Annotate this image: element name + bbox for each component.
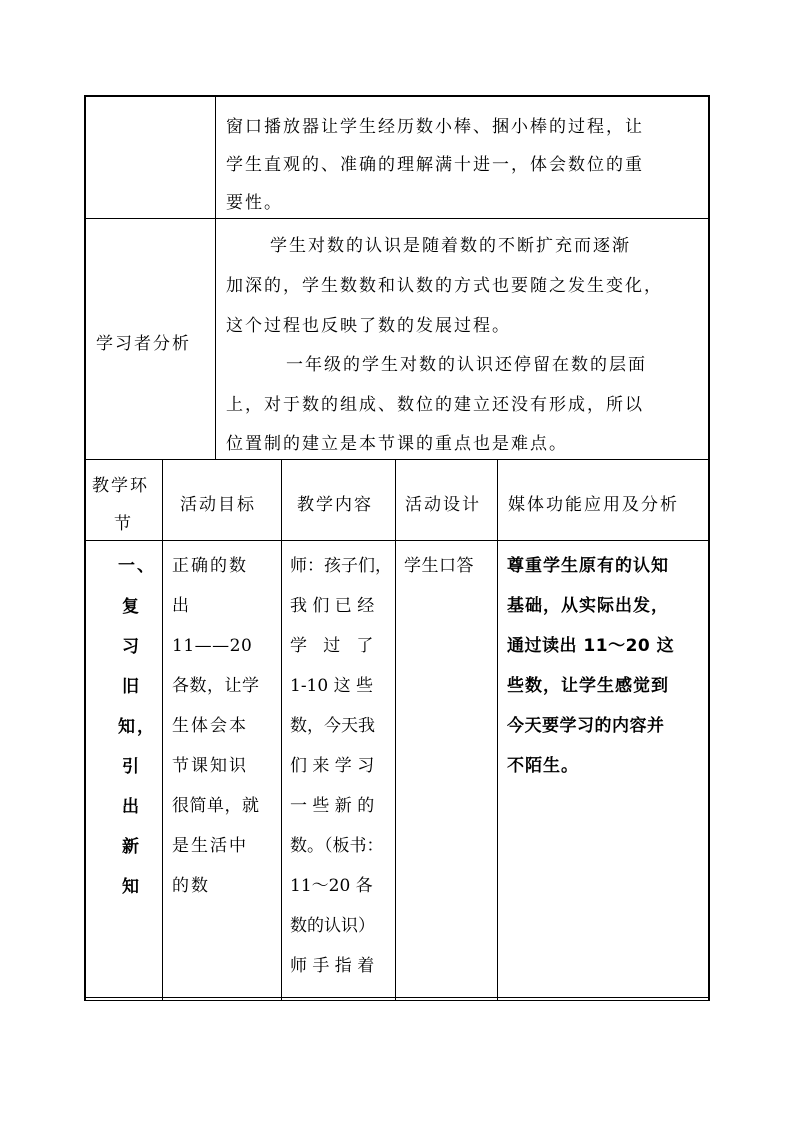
content-line: 一 些 新 的 [290, 796, 375, 816]
media-line: 不陌生。 [507, 756, 579, 776]
header-stage: 教学环 [92, 476, 149, 496]
stage-char: 旧 [122, 677, 141, 697]
goal-line: 是生活中 [172, 836, 248, 856]
row1-line: 窗口播放器让学生经历数小棒、捆小棒的过程，让 [226, 117, 644, 137]
stage-char: 出 [122, 797, 141, 817]
row2-line: 这个过程也反映了数的发展过程。 [226, 316, 511, 336]
content-line: 们 来 学 习 [290, 756, 375, 776]
content-line: 数。（板书： [290, 836, 384, 856]
content-line: 1-10 这 些 [290, 676, 373, 696]
header-goal: 活动目标 [180, 495, 256, 515]
row2-line: 学生对数的认识是随着数的不断扩充而逐渐 [270, 236, 631, 256]
goal-line: 很简单，就 [172, 796, 260, 816]
stage-char: 一、 [118, 556, 156, 576]
goal-line: 正确的数 [172, 556, 248, 576]
stage-char: 知， [118, 717, 156, 737]
media-line: 今天要学习的内容并 [507, 716, 665, 736]
media-line: 些数，让学生感觉到 [507, 676, 669, 696]
row2-line: 一年级的学生对数的认识还停留在数的层面 [286, 355, 647, 375]
row2-line: 加深的，学生数数和认数的方式也要随之发生变化， [226, 276, 663, 296]
header-media: 媒体功能应用及分析 [508, 495, 679, 515]
stage-char: 知 [122, 877, 141, 897]
stage-char: 新 [122, 837, 141, 857]
stage-char: 习 [122, 637, 141, 657]
content-line: 11～20 各 [290, 876, 373, 896]
stage-char: 引 [122, 757, 141, 777]
content-line: 师：孩子们， [290, 556, 392, 576]
media-line: 基础，从实际出发， [507, 596, 669, 616]
learner-analysis-label: 学习者分析 [96, 334, 191, 354]
goal-line: 生体会本 [172, 716, 248, 736]
design-text: 学生口答 [404, 556, 474, 576]
stage-char: 复 [122, 597, 141, 617]
header-stage-2: 节 [114, 514, 133, 534]
media-line: 尊重学生原有的认知 [507, 556, 669, 576]
row2-line: 位置制的建立是本节课的重点也是难点。 [226, 434, 568, 454]
header-content: 教学内容 [297, 495, 373, 515]
media-line: 通过读出 11～20 这 [507, 636, 675, 656]
row2-line: 上，对于数的组成、数位的建立还没有形成，所以 [226, 395, 644, 415]
goal-line: 出 [172, 596, 191, 616]
goal-line: 11——20 [172, 636, 253, 656]
goal-line: 节课知识 [172, 756, 248, 776]
content-line: 师 手 指 着 [290, 956, 375, 976]
content-line: 学 过 了 [290, 636, 374, 656]
header-design: 活动设计 [405, 495, 481, 515]
content-line: 我 们 已 经 [290, 596, 375, 616]
content-line: 数，今天我 [290, 716, 375, 736]
goal-line: 各数，让学 [172, 676, 260, 696]
row1-line: 要性。 [226, 193, 283, 213]
goal-line: 的数 [172, 876, 210, 896]
row1-line: 学生直观的、准确的理解满十进一，体会数位的重 [226, 155, 644, 175]
content-line: 数的认识） [290, 916, 375, 936]
